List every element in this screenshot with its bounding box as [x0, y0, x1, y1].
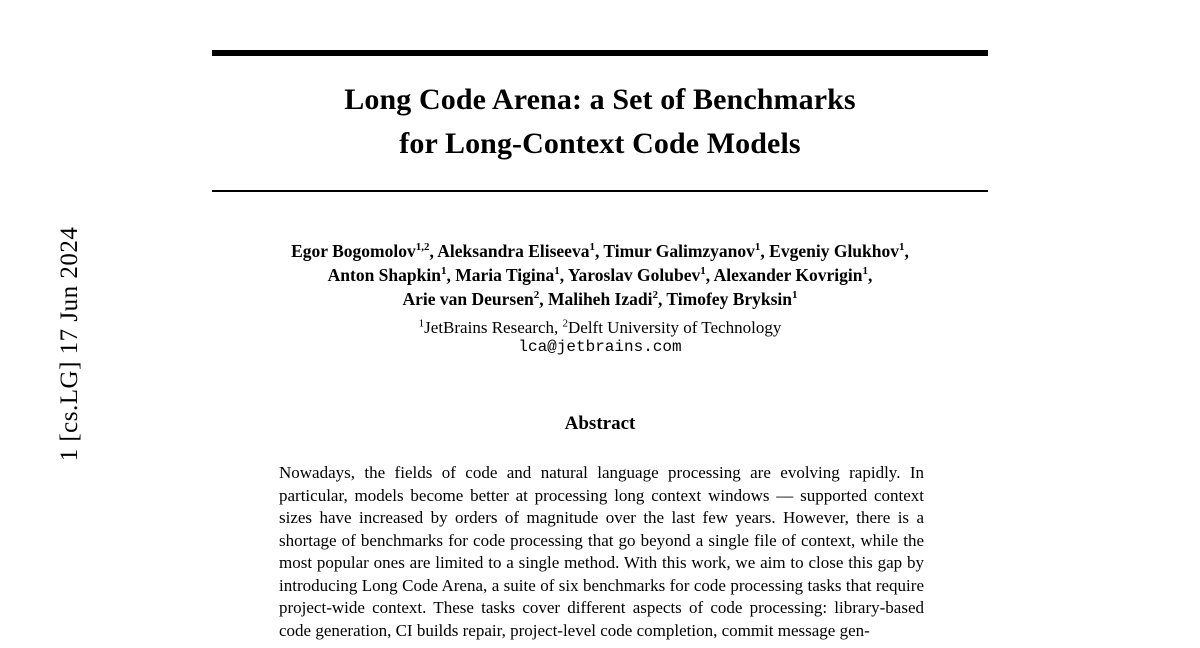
author-name: Maliheh Izadi [547, 288, 653, 309]
author-name: Aleksandra Eliseeva [437, 241, 590, 261]
affiliation-marker-1: 1 [418, 317, 425, 330]
author-name: Maria Tigina [455, 264, 555, 285]
author-affil-marker: 1,2 [415, 241, 430, 254]
author-affil-marker: 1 [589, 241, 595, 254]
author-affil-marker: 1 [700, 264, 706, 277]
author-name: Yaroslav Golubev [567, 264, 701, 285]
author-affil-marker: 1 [554, 264, 560, 277]
title-rule-bottom [212, 190, 988, 192]
affiliation-2: Delft University of Technology [568, 318, 782, 337]
author-line-3: Arie van Deursen$^2$, Maliheh Izadi$^2$, Timofey Bryksin$^1$ [402, 288, 798, 309]
author-list [212, 240, 988, 311]
author-affil-marker: 1 [899, 241, 905, 254]
author-affil-marker: 1 [792, 288, 798, 301]
author-line-1: Egor Bogomolov$^{1,2}$, Aleksandra Eliseeva$^1$, Timur Galimzyanov$^1$, Evgeniy Glukhov$^1$, [291, 241, 909, 261]
arxiv-stamp-text: 1 [cs.LG] 17 Jun 2024 [56, 226, 83, 462]
author-affil-marker: 1 [862, 264, 868, 277]
affiliation-marker-2: 2 [562, 317, 568, 330]
abstract-text [279, 462, 924, 642]
author-affil-marker: 2 [533, 288, 540, 301]
title-line-2: for Long-Context Code Models [399, 126, 801, 160]
author-name: Egor Bogomolov [291, 241, 416, 261]
author-name: Evgeniy Glukhov [769, 241, 900, 261]
author-name: Arie van Deursen [402, 288, 534, 309]
author-affil-marker: 1 [754, 241, 761, 254]
author-affil-marker: 1 [440, 264, 447, 277]
title-line-1: Long Code Arena: a Set of Benchmarks [344, 83, 856, 116]
author-line-2: Anton Shapkin$^1$, Maria Tigina$^1$, Yaroslav Golubev$^1$, Alexander Kovrigin$^1$, [327, 264, 873, 285]
affiliations [212, 316, 988, 340]
contact-email[interactable]: lca@jetbrains.com [518, 338, 682, 356]
author-name: Anton Shapkin [327, 264, 441, 285]
abstract-paragraph: Nowadays, the fields of code and natural language processing are evolving rapidly. In particular, models become better at processing long context windows — supported context sizes have increased by orders of magnitude over the last few years. However, there is a shortage of benchmarks for code processing that go beyond a single file of context, while the most popular ones are limited to a single method. With this work, we aim to close this gap by introducing Long Code Arena, a suite of six benchmarks for code processing tasks that require project-wide context. These tasks cover different aspects of code processing: library-based code generation, CI builds repair, project-level code completion, commit message gen- [279, 463, 924, 640]
author-name: Timur Galimzyanov [603, 241, 755, 261]
arxiv-stamp [10, 0, 83, 648]
abstract-heading: Abstract [564, 413, 636, 434]
author-name: Alexander Kovrigin [713, 264, 863, 285]
affiliation-1: JetBrains Research, [424, 318, 559, 337]
author-name: Timofey Bryksin [666, 288, 793, 309]
title-rule-top [212, 50, 988, 56]
page-title [212, 78, 988, 165]
author-affil-marker: 2 [652, 288, 658, 301]
